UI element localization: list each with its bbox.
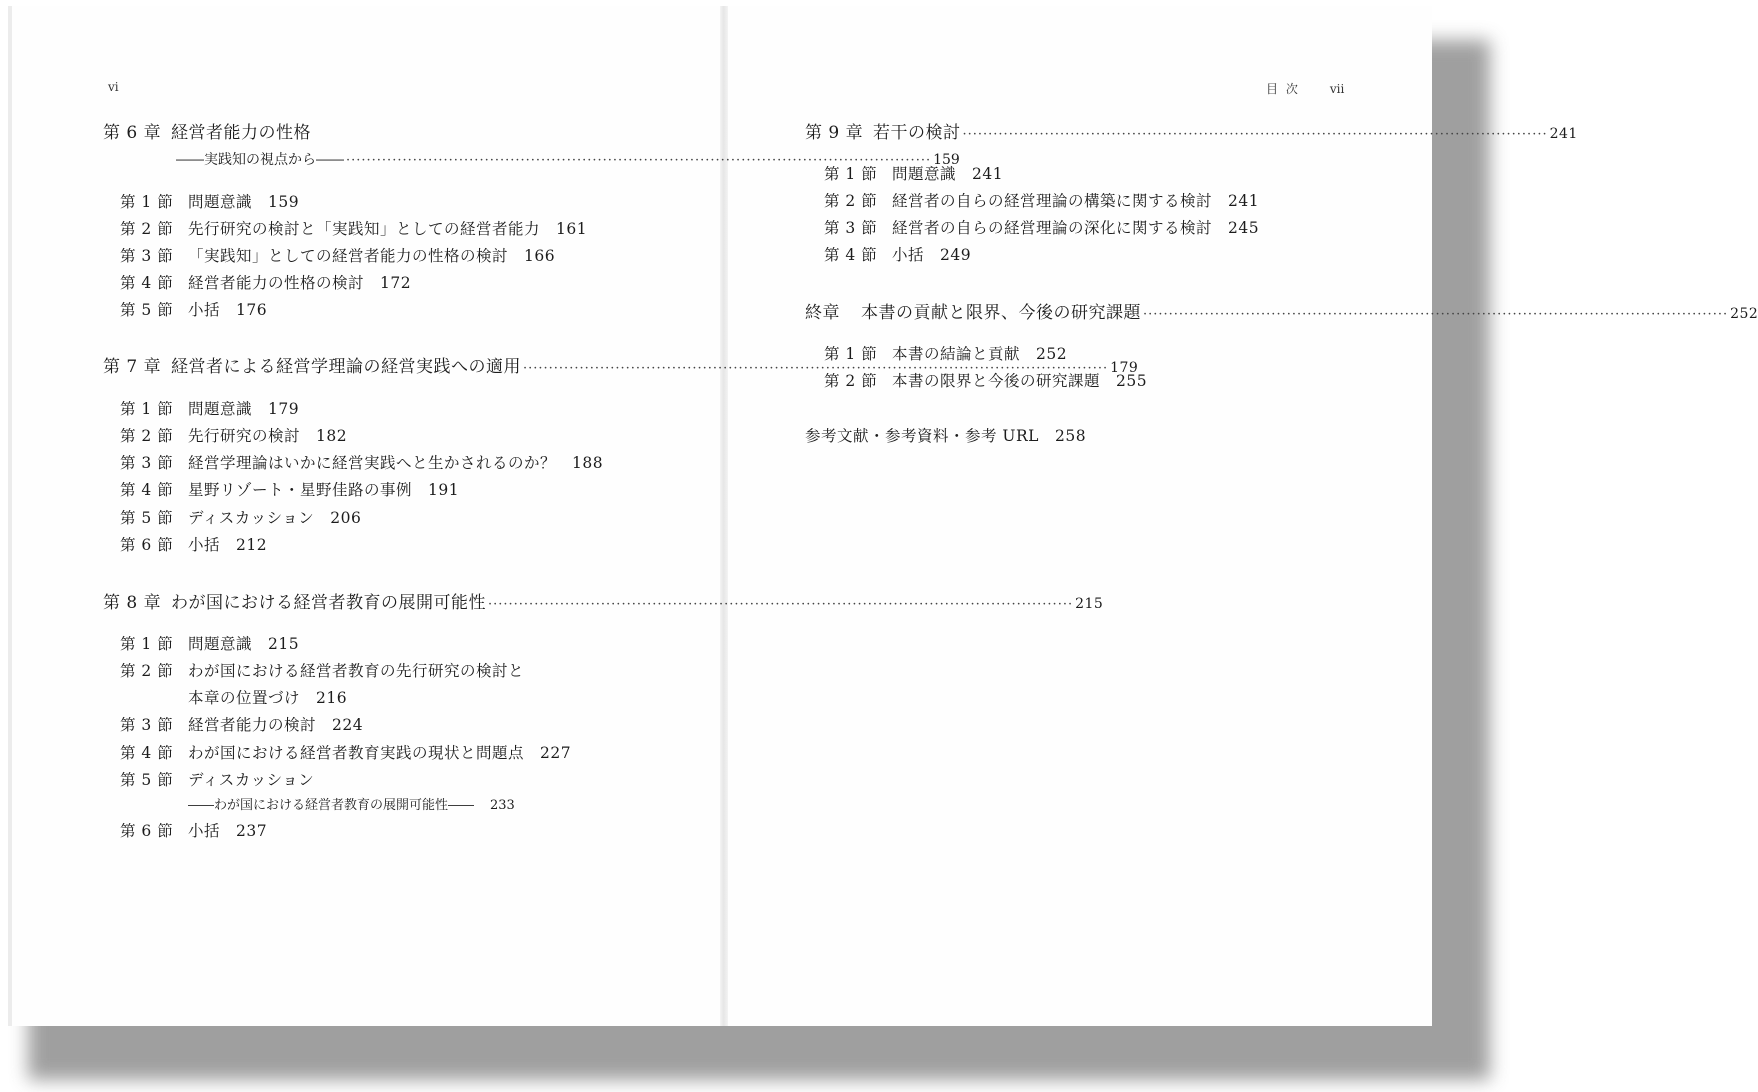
page-number: 227 (540, 744, 572, 762)
page-number: 241 (972, 165, 1004, 183)
toc-references[interactable] (805, 424, 1086, 446)
section-number: 第 4 節 (120, 744, 174, 762)
chapter-number: 第 9 章 (805, 123, 864, 143)
page-number: 241 (1228, 192, 1260, 210)
section-title-continued: 本章の位置づけ (188, 689, 301, 707)
toc-section[interactable] (824, 162, 1003, 184)
toc-section[interactable] (120, 659, 524, 681)
section-number: 第 3 節 (120, 454, 174, 472)
running-head-right (1266, 80, 1344, 97)
toc-section[interactable] (824, 216, 1259, 238)
section-number: 第 2 節 (824, 372, 878, 390)
page-number: 233 (490, 798, 515, 813)
section-title: ディスカッション (188, 771, 315, 789)
toc-section[interactable] (824, 189, 1259, 211)
page-number: 159 (268, 193, 300, 211)
chapter-8-heading[interactable] (103, 588, 1104, 613)
page-number: 179 (268, 400, 300, 418)
section-number: 第 3 節 (120, 247, 174, 265)
section-title: わが国における経営者教育実践の現状と問題点 (188, 744, 525, 762)
section-title: 本書の限界と今後の研究課題 (892, 372, 1101, 390)
page-number: 166 (524, 247, 556, 265)
toc-section[interactable] (120, 190, 299, 212)
section-title: ディスカッション (188, 509, 315, 527)
section-number: 第 2 節 (824, 192, 878, 210)
section-number: 第 6 節 (120, 536, 174, 554)
toc-section[interactable] (120, 451, 603, 473)
page-number: 188 (572, 454, 604, 472)
section-title: 小括 (188, 536, 221, 554)
toc-section[interactable] (120, 506, 361, 528)
toc-section[interactable] (120, 533, 267, 555)
page-number: 224 (332, 716, 364, 734)
running-head-left: vi (108, 80, 119, 94)
chapter-title: 若干の検討 (873, 123, 961, 143)
page-number: 206 (330, 509, 362, 527)
section-number: 第 3 節 (824, 219, 878, 237)
toc-section-subtitle[interactable] (188, 794, 515, 813)
section-number: 第 5 節 (120, 509, 174, 527)
dot-leader: ·················································································································· (488, 597, 1074, 612)
toc-section[interactable] (120, 768, 314, 790)
dot-leader: ·················································································································· (523, 361, 1109, 376)
toc-section[interactable] (824, 243, 971, 265)
section-title: 経営者の自らの経営理論の構築に関する検討 (892, 192, 1213, 210)
toc-section[interactable] (120, 244, 555, 266)
toc-section[interactable] (120, 713, 363, 735)
section-number: 第 1 節 (824, 345, 878, 363)
toc-section[interactable] (120, 397, 299, 419)
section-number: 第 6 節 (120, 822, 174, 840)
chapter-number: 第 7 章 (103, 357, 162, 377)
section-title: 問題意識 (188, 400, 253, 418)
page-number: 241 (1549, 126, 1578, 142)
chapter-6-heading[interactable] (103, 118, 311, 143)
page-number: 176 (236, 301, 268, 319)
section-title: わが国における経営者教育の先行研究の検討と (188, 662, 525, 680)
section-title: 経営学理論はいかに経営実践へと生かされるのか？ (188, 454, 557, 472)
toc-section[interactable] (120, 478, 459, 500)
section-number: 第 4 節 (120, 481, 174, 499)
final-chapter-heading[interactable] (805, 298, 1758, 323)
page-number: 212 (236, 536, 268, 554)
chapter-number: 第 6 章 (103, 123, 162, 143)
page-number: 252 (1036, 345, 1068, 363)
toc-section[interactable] (120, 217, 587, 239)
dot-leader: ·················································································································· (1143, 307, 1729, 322)
section-title: 星野リゾート・星野佳路の事例 (188, 481, 413, 499)
page-number: 255 (1116, 372, 1148, 390)
toc-section[interactable] (824, 342, 1067, 364)
toc-section[interactable] (120, 741, 571, 763)
section-number: 第 4 節 (824, 246, 878, 264)
page-number: 182 (316, 427, 348, 445)
section-title: 小括 (188, 301, 221, 319)
section-title: 小括 (892, 246, 925, 264)
book-spread (8, 6, 1758, 1026)
toc-section[interactable] (120, 271, 411, 293)
section-number: 第 2 節 (120, 220, 174, 238)
section-title: 経営者能力の性格の検討 (188, 274, 365, 292)
toc-section-continued[interactable] (188, 686, 347, 708)
page-number: 161 (556, 220, 588, 238)
toc-section[interactable] (120, 819, 267, 841)
toc-section[interactable] (824, 369, 1147, 391)
section-number: 第 3 節 (120, 716, 174, 734)
section-title: 小括 (188, 822, 221, 840)
page-number: 252 (1730, 306, 1758, 322)
section-title: 「実践知」としての経営者能力の性格の検討 (188, 247, 509, 265)
section-subtitle: ――わが国における経営者教育の展開可能性―― (188, 798, 475, 813)
toc-section[interactable] (120, 424, 347, 446)
section-number: 第 2 節 (120, 427, 174, 445)
section-title: 経営者能力の検討 (188, 716, 317, 734)
page-number: 159 (933, 152, 960, 168)
section-number: 第 2 節 (120, 662, 174, 680)
section-number: 第 1 節 (120, 400, 174, 418)
section-title: 先行研究の検討と「実践知」としての経営者能力 (188, 220, 541, 238)
chapter-title: わが国における経営者教育の展開可能性 (171, 593, 486, 613)
section-number: 第 1 節 (120, 635, 174, 653)
page-number: 215 (1075, 596, 1104, 612)
toc-section[interactable] (120, 298, 267, 320)
chapter-9-heading[interactable] (805, 118, 1578, 143)
chapter-title: 経営者による経営学理論の経営実践への適用 (171, 357, 521, 377)
chapter-6-subtitle-line[interactable] (176, 149, 960, 169)
section-title: 問題意識 (188, 193, 253, 211)
page-number: 258 (1054, 427, 1087, 445)
section-title: 本書の結論と貢献 (892, 345, 1021, 363)
page-number: 172 (380, 274, 412, 292)
references-title: 参考文献・参考資料・参考 URL (805, 427, 1039, 445)
right-page (728, 6, 1758, 1026)
running-head-label: 目 次 (1266, 82, 1300, 96)
dot-leader: ·················································································································· (346, 153, 932, 168)
section-number: 第 1 節 (824, 165, 878, 183)
page-number: 237 (236, 822, 268, 840)
section-title: 問題意識 (188, 635, 253, 653)
page-number: 179 (1110, 360, 1139, 376)
running-head-number: vii (1329, 82, 1345, 96)
section-number: 第 4 節 (120, 274, 174, 292)
chapter-subtitle: ――実践知の視点から―― (176, 152, 344, 168)
page-number: 249 (940, 246, 972, 264)
section-number: 第 5 節 (120, 771, 174, 789)
section-title: 問題意識 (892, 165, 957, 183)
section-number: 第 1 節 (120, 193, 174, 211)
chapter-number: 終章 (805, 303, 840, 323)
page-number: 245 (1228, 219, 1260, 237)
chapter-number: 第 8 章 (103, 593, 162, 613)
page-number: 216 (316, 689, 348, 707)
section-title: 先行研究の検討 (188, 427, 301, 445)
page-number: 191 (428, 481, 460, 499)
chapter-title: 経営者能力の性格 (171, 123, 311, 143)
toc-section[interactable] (120, 632, 299, 654)
dot-leader: ·················································································································· (962, 127, 1548, 142)
section-number: 第 5 節 (120, 301, 174, 319)
section-title: 経営者の自らの経営理論の深化に関する検討 (892, 219, 1213, 237)
chapter-title: 本書の貢献と限界、今後の研究課題 (861, 303, 1141, 323)
page-number: 215 (268, 635, 300, 653)
